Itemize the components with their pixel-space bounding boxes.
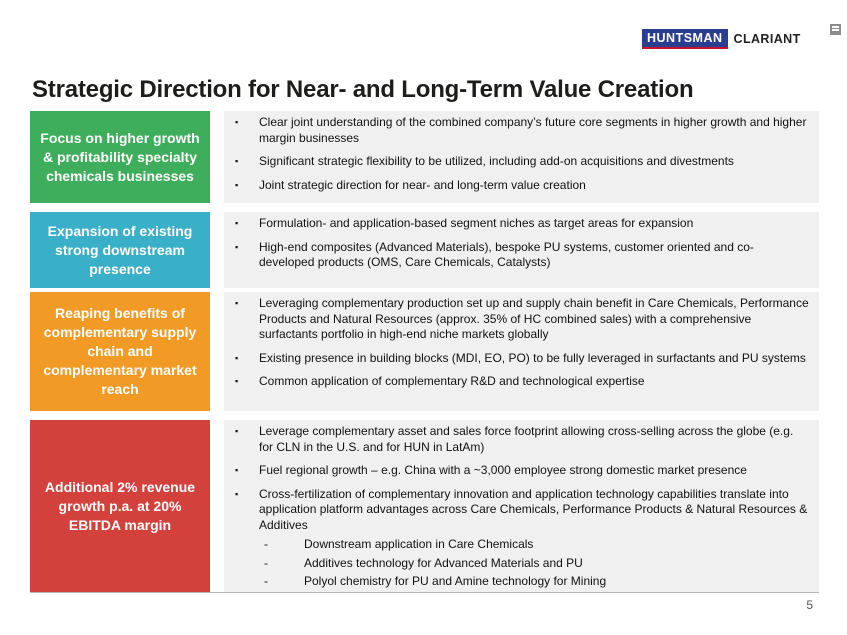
bullet-item: ▪ Significant strategic flexibility to be utilized, including add-on acquisitions and divestments <box>235 154 734 168</box>
row-panel <box>224 420 819 592</box>
row-label: Expansion of existing strong downstream presence <box>30 212 210 288</box>
bullet-item: ▪ Joint strategic direction for near- and long-term value creation <box>235 177 586 192</box>
bullet-item: ▪ Leveraging complementary production set up and supply chain benefit in Care Chemicals, Performance Products and Natural Resources (approx. 35% of HC combined sales) with a comprehensive surfactants portfolio in high-end niche markets globally <box>235 296 809 341</box>
row-label: Additional 2% revenue growth p.a. at 20% EBITDA margin <box>30 420 210 592</box>
bullet-marker-icon: ▪ <box>235 298 239 308</box>
bullet-marker-icon: ▪ <box>235 117 239 127</box>
clariant-mark-icon <box>830 24 841 35</box>
row-label: Reaping benefits of complementary supply chain and complementary market reach <box>30 292 210 411</box>
row-panel <box>224 212 819 288</box>
bullet-marker-icon: ▪ <box>235 376 239 386</box>
strategy-row-growth <box>30 420 819 592</box>
row-panel <box>224 111 819 203</box>
strategy-row-focus <box>30 111 819 203</box>
footer-divider <box>30 592 819 593</box>
bullet-item: ▪ Common application of complementary R&D and technological expertise <box>235 374 645 388</box>
row-panel <box>224 292 819 411</box>
bullet-item: ▪ Cross-fertilization of complementary innovation and application technology capabilities translate into application platform advantages across Care Chemicals, Performance Products & Natural Resources & Additives <box>235 486 808 532</box>
page-number: 5 <box>806 598 813 612</box>
page-title: Strategic Direction for Near- and Long-Term Value Creation <box>32 76 694 103</box>
dash-marker: - <box>264 537 268 551</box>
dash-marker: - <box>264 555 268 570</box>
bullet-marker-icon: ▪ <box>235 465 239 475</box>
bullet-marker-icon: ▪ <box>235 488 239 499</box>
bullet-item: ▪ High-end composites (Advanced Materials), bespoke PU systems, customer oriented and co-developed products (OMS, Care Chemicals, Catalysts) <box>235 239 754 269</box>
bullet-item: ▪ Existing presence in building blocks (MDI, EO, PO) to be fully leveraged in surfactants and PU systems <box>235 350 806 365</box>
huntsman-logo: HUNTSMAN <box>642 29 728 49</box>
strategy-row-supply-chain <box>30 292 819 411</box>
bullet-marker-icon: ▪ <box>235 241 239 252</box>
clariant-logo: CLARIANT <box>733 32 801 46</box>
dash-marker: - <box>264 574 268 588</box>
bullet-item: ▪ Formulation- and application-based segment niches as target areas for expansion <box>235 216 694 230</box>
bullet-marker-icon: ▪ <box>235 156 239 166</box>
sub-bullet-item: - Polyol chemistry for PU and Amine technology for Mining <box>264 574 607 588</box>
bullet-marker-icon: ▪ <box>235 179 239 190</box>
bullet-marker-icon: ▪ <box>235 426 239 436</box>
row-label: Focus on higher growth & profitability specialty chemicals businesses <box>30 111 210 203</box>
bullet-marker-icon: ▪ <box>235 218 239 228</box>
logo <box>642 30 801 48</box>
bullet-marker-icon: ▪ <box>235 352 239 363</box>
bullet-item: ▪ Clear joint understanding of the combined company’s future core segments in higher growth and higher margin businesses <box>235 115 807 145</box>
bullet-item: ▪ Fuel regional growth – e.g. China with a ~3,000 employee strong domestic market presence <box>235 463 747 477</box>
bullet-item: ▪ Leverage complementary asset and sales force footprint allowing cross-selling across the globe (e.g. for CLN in the U.S. and for HUN in LatAm) <box>235 424 794 454</box>
sub-bullet-item: - Downstream application in Care Chemicals <box>264 537 534 551</box>
sub-bullet-item: - Additives technology for Advanced Materials and PU <box>264 555 583 570</box>
strategy-row-expansion <box>30 212 819 288</box>
